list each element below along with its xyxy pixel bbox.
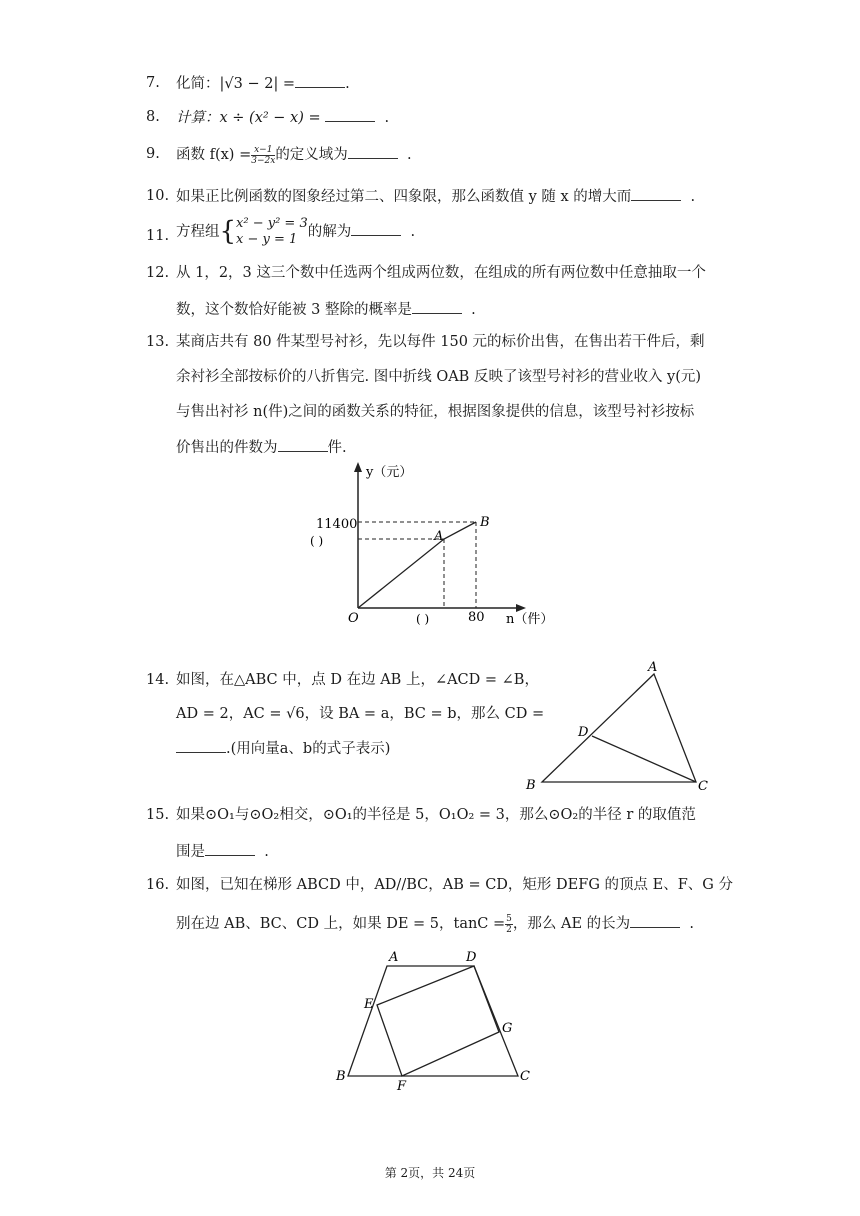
label-a: A xyxy=(389,950,399,965)
question-text-end: . xyxy=(410,224,416,240)
label-c: C xyxy=(698,779,708,794)
answer-blank xyxy=(630,913,680,928)
question-text: 计算：x ÷ (x² − x) = xyxy=(176,110,321,126)
question-text: 方程组 xyxy=(176,224,220,240)
question-line: 如图，已知在梯形 ABCD 中，AD//BC，AB = CD，矩形 DEFG 的顶点 E、F、G 分 xyxy=(176,877,733,893)
y-tick-blank: ( ) xyxy=(310,534,324,548)
question-text-end: . xyxy=(471,302,476,318)
question-line: 余衬衫全部按标价的八折售完. 图中折线 OAB 反映了该型号衬衫的营业收入 y(元) xyxy=(176,369,702,385)
brace: { xyxy=(219,216,237,247)
question-text-end: . xyxy=(384,110,390,126)
label-b: B xyxy=(526,778,536,793)
question-number: 11. xyxy=(146,228,170,244)
question-line: 如图，在△ABC 中，点 D 在边 AB 上，∠ACD = ∠B， xyxy=(176,672,539,688)
question-text-end: . xyxy=(345,76,350,92)
trapezoid-figure xyxy=(330,946,540,1096)
question-number: 16. xyxy=(146,877,170,893)
answer-blank xyxy=(412,299,462,314)
label-c: C xyxy=(520,1069,530,1084)
label-g: G xyxy=(502,1021,513,1036)
question-text: 围是 xyxy=(176,844,205,860)
question-text: ，那么 AE 的长为 xyxy=(512,916,631,932)
answer-blank xyxy=(348,144,398,159)
label-d: D xyxy=(578,725,589,740)
label-e: E xyxy=(364,997,374,1012)
answer-blank xyxy=(295,73,345,88)
question-text: 数，这个数恰好能被 3 整除的概率是 xyxy=(176,302,412,318)
question-text: 的解为 xyxy=(307,224,352,240)
x-tick-80: 80 xyxy=(468,610,485,625)
question-number: 10. xyxy=(146,188,170,204)
question-number: 7. xyxy=(146,75,160,91)
answer-blank xyxy=(631,186,681,201)
label-a: A xyxy=(648,660,658,675)
question-text-end: . xyxy=(407,147,412,163)
answer-blank xyxy=(176,738,226,753)
question-text-end: . xyxy=(690,189,696,205)
question-text: 的定义域为 xyxy=(275,147,348,163)
question-text-end: 件. xyxy=(327,440,347,456)
question-line: 某商店共有 80 件某型号衬衫，先以每件 150 元的标价出售，在售出若干件后，剩 xyxy=(176,334,705,350)
y-axis-arrow xyxy=(354,462,362,472)
question-text-end: . xyxy=(264,844,269,860)
question-number: 12. xyxy=(146,265,170,281)
question-line: AD = 2，AC = √6，设 BA = a，BC = b，那么 CD = xyxy=(176,706,545,722)
equation-system: x² − y² = 3 x − y = 1 xyxy=(236,216,308,247)
y-axis-label: y（元） xyxy=(366,465,413,480)
question-text: .(用向量a、b的式子表示) xyxy=(226,741,391,757)
x-tick-blank: ( ) xyxy=(416,612,430,626)
triangle-figure xyxy=(520,656,720,796)
rectangle-defg xyxy=(377,966,499,1076)
question-text: 化简：|√3 − 2| = xyxy=(176,76,296,92)
fraction: $\frac{5}{2}$ xyxy=(506,913,512,935)
question-text: 别在边 AB、BC、CD 上，如果 DE = 5，tanC = xyxy=(176,916,506,932)
question-text: 如果正比例函数的图象经过第二、四象限，那么函数值 y 随 x 的增大而 xyxy=(176,189,632,205)
answer-blank xyxy=(351,221,401,236)
question-number: 13. xyxy=(146,334,170,350)
x-axis-label: n（件） xyxy=(506,612,554,627)
question-line: 与售出衬衫 n(件)之间的函数关系的特征，根据图象提供的信息，该型号衬衫按标 xyxy=(176,404,695,420)
question-number: 9. xyxy=(146,146,160,162)
page-footer: 第 2页，共 24页 xyxy=(384,1166,476,1180)
point-a-label: A xyxy=(434,529,444,544)
polyline-oab xyxy=(358,522,476,608)
question-text: 函数 f(x) = xyxy=(176,147,252,163)
question-number: 14. xyxy=(146,672,170,688)
question-number: 15. xyxy=(146,807,170,823)
y-tick-11400: 11400 xyxy=(316,517,358,532)
question-number: 8. xyxy=(146,109,160,125)
x-axis-arrow xyxy=(516,604,526,612)
triangle-abc xyxy=(542,674,696,782)
revenue-graph xyxy=(300,460,554,635)
question-line: 如果⊙O₁与⊙O₂相交，⊙O₁的半径是 5，O₁O₂ = 3，那么⊙O₂的半径 r 的取值范 xyxy=(176,807,696,823)
origin-label: O xyxy=(348,611,359,626)
question-text: 价售出的件数为 xyxy=(176,440,278,456)
question-text-end: . xyxy=(689,916,695,932)
answer-blank xyxy=(325,107,375,122)
point-b-label: B xyxy=(480,515,490,530)
fraction: $\frac{x-1}{3-2x}$ xyxy=(251,144,276,166)
answer-blank xyxy=(205,841,255,856)
label-d: D xyxy=(466,950,477,965)
label-f: F xyxy=(397,1079,407,1094)
question-line: 从 1，2，3 这三个数中任选两个组成两位数，在组成的所有两位数中任意抽取一个 xyxy=(176,265,706,281)
label-b: B xyxy=(336,1069,346,1084)
answer-blank xyxy=(278,437,328,452)
